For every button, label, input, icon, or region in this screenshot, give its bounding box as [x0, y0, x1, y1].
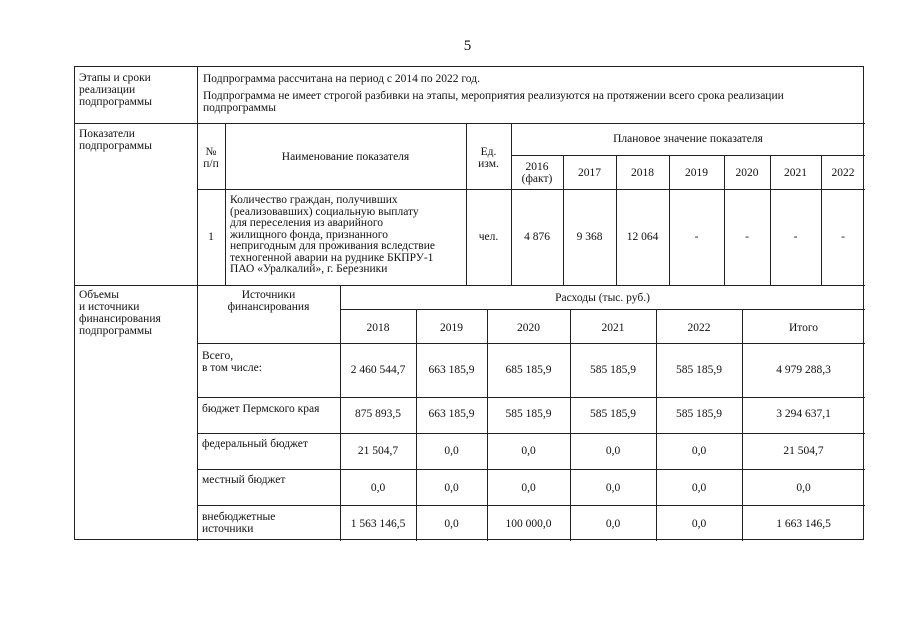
fin-value: 2 460 544,7	[350, 364, 406, 376]
fin-row-label: внебюджетные источники	[202, 511, 276, 535]
stages-label: Этапы и сроки реализации подпрограммы	[79, 72, 152, 108]
num-header: № п/п	[203, 146, 219, 170]
fin-total: 1 663 146,5	[776, 518, 831, 530]
fin-value: 0,0	[521, 445, 536, 457]
sources-header: Источники финансирования	[227, 289, 310, 313]
indicator-row-num: 1	[208, 231, 214, 243]
fin-value: 0,0	[444, 445, 459, 457]
fin-row-label: Всего, в том числе:	[202, 350, 262, 374]
fin-value: 1 563 146,5	[350, 518, 406, 530]
fin-total: 4 979 288,3	[776, 364, 831, 376]
fin-year-header: 2020	[517, 322, 540, 334]
grid-line	[570, 309, 571, 541]
grid-line	[416, 309, 417, 541]
fin-total: 0,0	[796, 482, 811, 494]
indicator-name-header: Наименование показателя	[281, 151, 410, 163]
grid-line	[197, 505, 865, 506]
fin-value: 0,0	[605, 445, 621, 457]
fin-total: 21 504,7	[783, 445, 824, 457]
fin-value: 0,0	[444, 482, 459, 494]
fin-value: 0,0	[521, 482, 536, 494]
fin-value: 663 185,9	[428, 408, 475, 420]
fin-value: 875 893,5	[355, 408, 401, 420]
indicators-label: Показатели подпрограммы	[79, 128, 152, 152]
indicator-value: 9 368	[576, 231, 603, 243]
fin-value: 0,0	[605, 482, 621, 494]
fin-total: 3 294 637,1	[776, 408, 831, 420]
fin-value: 585 185,9	[590, 364, 636, 376]
year-header: 2018	[631, 167, 654, 179]
stages-text: Подпрограмма рассчитана на период с 2014 по 2022 год. Подпрограмма не имеет строгой разбивки на этапы, мероприятия реализуются на протяжении всего срока реализации подпрограммы	[203, 73, 784, 114]
fin-value: 663 185,9	[428, 364, 475, 376]
fin-row-label: местный бюджет	[202, 474, 286, 486]
indicator-value: 12 064	[626, 231, 659, 243]
row-divider	[75, 123, 865, 124]
indicator-value: -	[694, 231, 699, 243]
grid-line	[340, 309, 865, 310]
fin-value: 585 185,9	[505, 408, 552, 420]
year-header: 2021	[784, 167, 807, 179]
fin-value: 585 185,9	[590, 408, 636, 420]
grid-line	[197, 433, 865, 434]
year-header: 2022	[831, 167, 855, 179]
year-header: 2020	[735, 167, 759, 179]
unit-header: Ед. изм.	[478, 146, 499, 170]
indicator-value: -	[793, 231, 798, 243]
year-header: 2017	[578, 167, 601, 179]
fin-year-header: 2022	[687, 322, 711, 334]
grid-line	[656, 309, 657, 541]
grid-line	[197, 397, 865, 398]
grid-line	[225, 123, 226, 285]
expenses-header: Расходы (тыс. руб.)	[555, 292, 650, 304]
grid-line	[511, 155, 865, 156]
grid-line	[487, 309, 488, 541]
indicator-row-name: Количество граждан, получивших (реализовавших) социальную выплату для переселения из аварийного жилищного фонда, признанного непригодным для проживания вследствие техногенной аварии на руднике БКПРУ-1 ПАО «Уралкалий», г. Березники	[230, 194, 435, 275]
fin-value: 0,0	[370, 482, 386, 494]
grid-line	[197, 189, 865, 190]
fin-value: 0,0	[691, 518, 707, 530]
financing-label: Объемы и источники финансирования подпрограммы	[79, 289, 161, 337]
grid-line	[197, 343, 865, 344]
fin-row-label: бюджет Пермского края	[202, 403, 320, 415]
indicator-value: -	[841, 231, 845, 243]
fin-total-header: Итого	[788, 322, 819, 334]
fin-row-label: федеральный бюджет	[202, 438, 308, 450]
grid-line	[742, 309, 743, 541]
row-divider	[75, 285, 865, 286]
indicator-value: 4 876	[524, 231, 550, 243]
fin-value: 585 185,9	[676, 364, 722, 376]
indicator-value: -	[745, 231, 749, 243]
fin-value: 0,0	[691, 445, 707, 457]
fin-value: 21 504,7	[357, 445, 399, 457]
fin-value: 0,0	[444, 518, 459, 530]
fin-value: 100 000,0	[505, 518, 552, 530]
fin-year-header: 2018	[366, 322, 390, 334]
fin-value: 685 185,9	[505, 364, 552, 376]
subprogram-passport-table	[74, 66, 864, 540]
fin-value: 0,0	[691, 482, 707, 494]
grid-line	[197, 469, 865, 470]
fin-value: 0,0	[605, 518, 621, 530]
indicator-row-unit: чел.	[478, 231, 499, 243]
page-number: 5	[463, 38, 472, 54]
year-header: 2019	[685, 167, 708, 179]
fin-year-header: 2021	[601, 322, 625, 334]
fin-value: 585 185,9	[676, 408, 722, 420]
year-header-2016: 2016 (факт)	[521, 161, 553, 185]
planned-value-header: Плановое значение показателя	[613, 133, 763, 145]
grid-line	[511, 123, 512, 285]
fin-year-header: 2019	[440, 322, 463, 334]
